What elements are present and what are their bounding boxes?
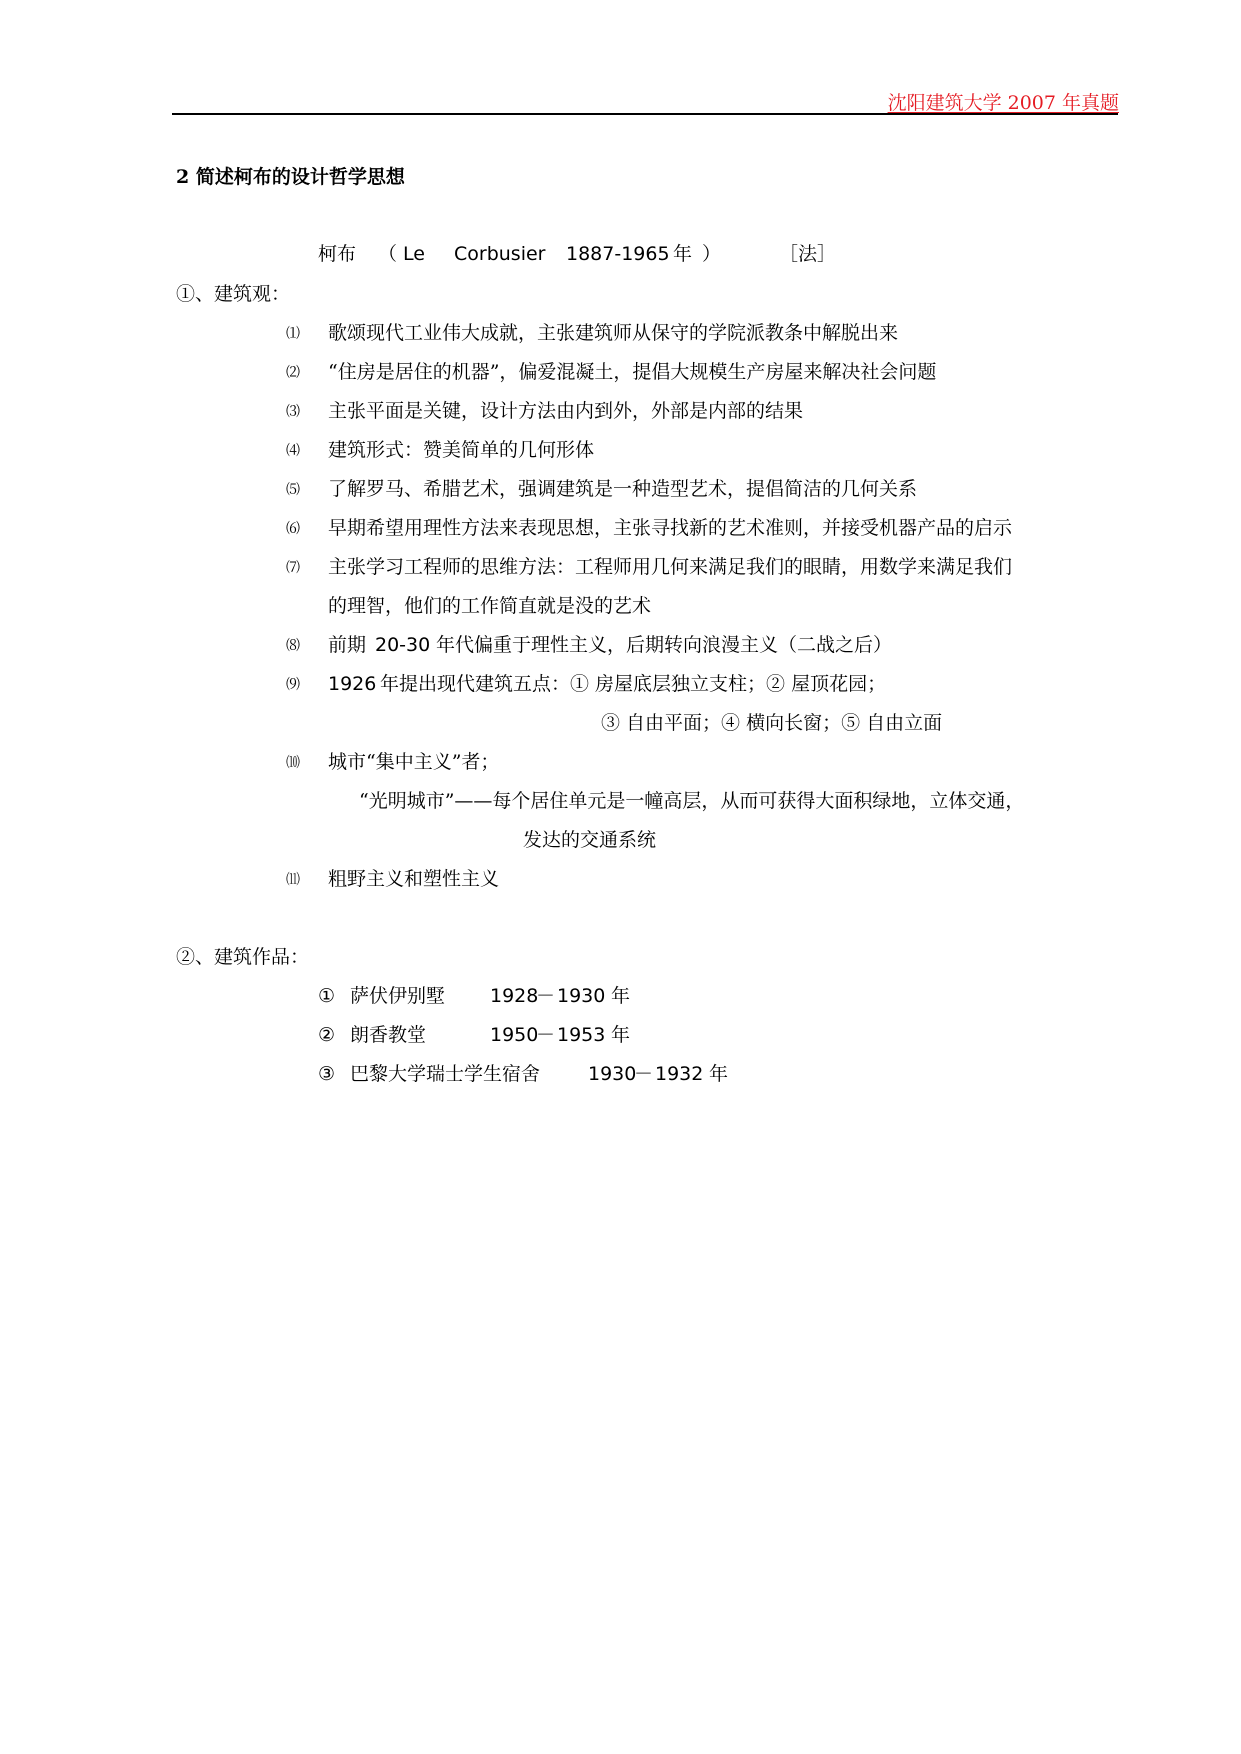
work-start-year: 1930 [588, 1063, 637, 1085]
architect-name: 柯布 [318, 243, 357, 265]
item-number: ⑼ [286, 677, 300, 693]
work-end-year: 1932 [655, 1063, 704, 1085]
list-item: 主张平面是关键，设计方法由内到外，外部是内部的结果 [328, 400, 804, 422]
work-name: 巴黎大学瑞士学生宿舍 [350, 1063, 541, 1085]
list-item-years: 20-30 [375, 634, 431, 656]
list-item-year: 1926 [328, 673, 377, 695]
list-item: 早期希望用理性方法来表现思想，主张寻找新的艺术准则，并接受机器产品的启示 [328, 517, 1013, 539]
architect-close-paren: ） [702, 243, 722, 265]
item-number: ⑽ [286, 755, 300, 771]
list-item-continuation: 的理智，他们的工作简直就是没的艺术 [328, 595, 652, 617]
list-item: 了解罗马、希腊艺术，强调建筑是一种造型艺术，提倡简洁的几何关系 [328, 478, 918, 500]
work-dash: － [536, 1024, 556, 1046]
architect-year-unit: 年 [673, 243, 693, 265]
work-start-year: 1950 [490, 1024, 539, 1046]
list-item: 城市“集中主义”者； [328, 751, 500, 773]
list-item: 主张学习工程师的思维方法：工程师用几何来满足我们的眼睛，用数学来满足我们 [328, 556, 1013, 578]
work-name: 萨伏伊别墅 [350, 985, 446, 1007]
item-number: ⑵ [286, 365, 300, 381]
work-dash: － [634, 1063, 654, 1085]
item-number: ⑻ [286, 638, 300, 654]
work-end-year: 1930 [557, 985, 606, 1007]
list-item: 建筑形式：赞美简单的几何形体 [328, 439, 595, 461]
item-number: ⑴ [286, 326, 300, 342]
list-item: 粗野主义和塑性主义 [328, 868, 500, 890]
section-heading-architecture-view: ①、建筑观： [176, 283, 291, 305]
work-marker: ② [318, 1024, 336, 1046]
item-number: ⑹ [286, 521, 300, 537]
item-number: ⑾ [286, 872, 300, 888]
list-item-continuation: ③ 自由平面；④ 横向长窗；⑤ 自由立面 [601, 712, 943, 734]
architect-country: ［法］ [779, 243, 837, 265]
architect-latin-first: Le [403, 243, 425, 265]
list-item-text-c: 年代偏重于理性主义，后期转向浪漫主义（二战之后） [436, 634, 893, 656]
section-heading-works: ②、建筑作品： [176, 946, 310, 968]
architect-open-paren: （ [378, 243, 398, 265]
question-title: 2 简述柯布的设计哲学思想 [176, 166, 405, 188]
list-item: “住房是居住的机器”，偏爱混凝土，提倡大规模生产房屋来解决社会问题 [328, 361, 937, 383]
item-number: ⑺ [286, 560, 300, 576]
architect-years: 1887-1965 [566, 243, 670, 265]
work-dash: － [536, 985, 556, 1007]
architect-latin-last: Corbusier [454, 243, 546, 265]
work-start-year: 1928 [490, 985, 539, 1007]
header-rule [172, 113, 1118, 115]
page-header: 沈阳建筑大学 2007 年真题 [887, 92, 1119, 114]
item-number: ⑶ [286, 404, 300, 420]
work-year-unit: 年 [611, 985, 631, 1007]
work-marker: ① [318, 985, 336, 1007]
work-year-unit: 年 [709, 1063, 729, 1085]
list-item: 年提出现代建筑五点：① 房屋底层独立支柱；② 屋顶花园； [380, 673, 887, 695]
list-item-subline: “光明城市”——每个居住单元是一幢高层，从而可获得大面积绿地，立体交通， [359, 790, 1025, 812]
work-year-unit: 年 [611, 1024, 631, 1046]
work-end-year: 1953 [557, 1024, 606, 1046]
list-item-text-a: 前期 [328, 634, 367, 656]
list-item: 歌颂现代工业伟大成就，主张建筑师从保守的学院派教条中解脱出来 [328, 322, 899, 344]
item-number: ⑸ [286, 482, 300, 498]
work-marker: ③ [318, 1063, 336, 1085]
work-name: 朗香教堂 [350, 1024, 427, 1046]
list-item-subline: 发达的交通系统 [523, 829, 657, 851]
item-number: ⑷ [286, 443, 300, 459]
